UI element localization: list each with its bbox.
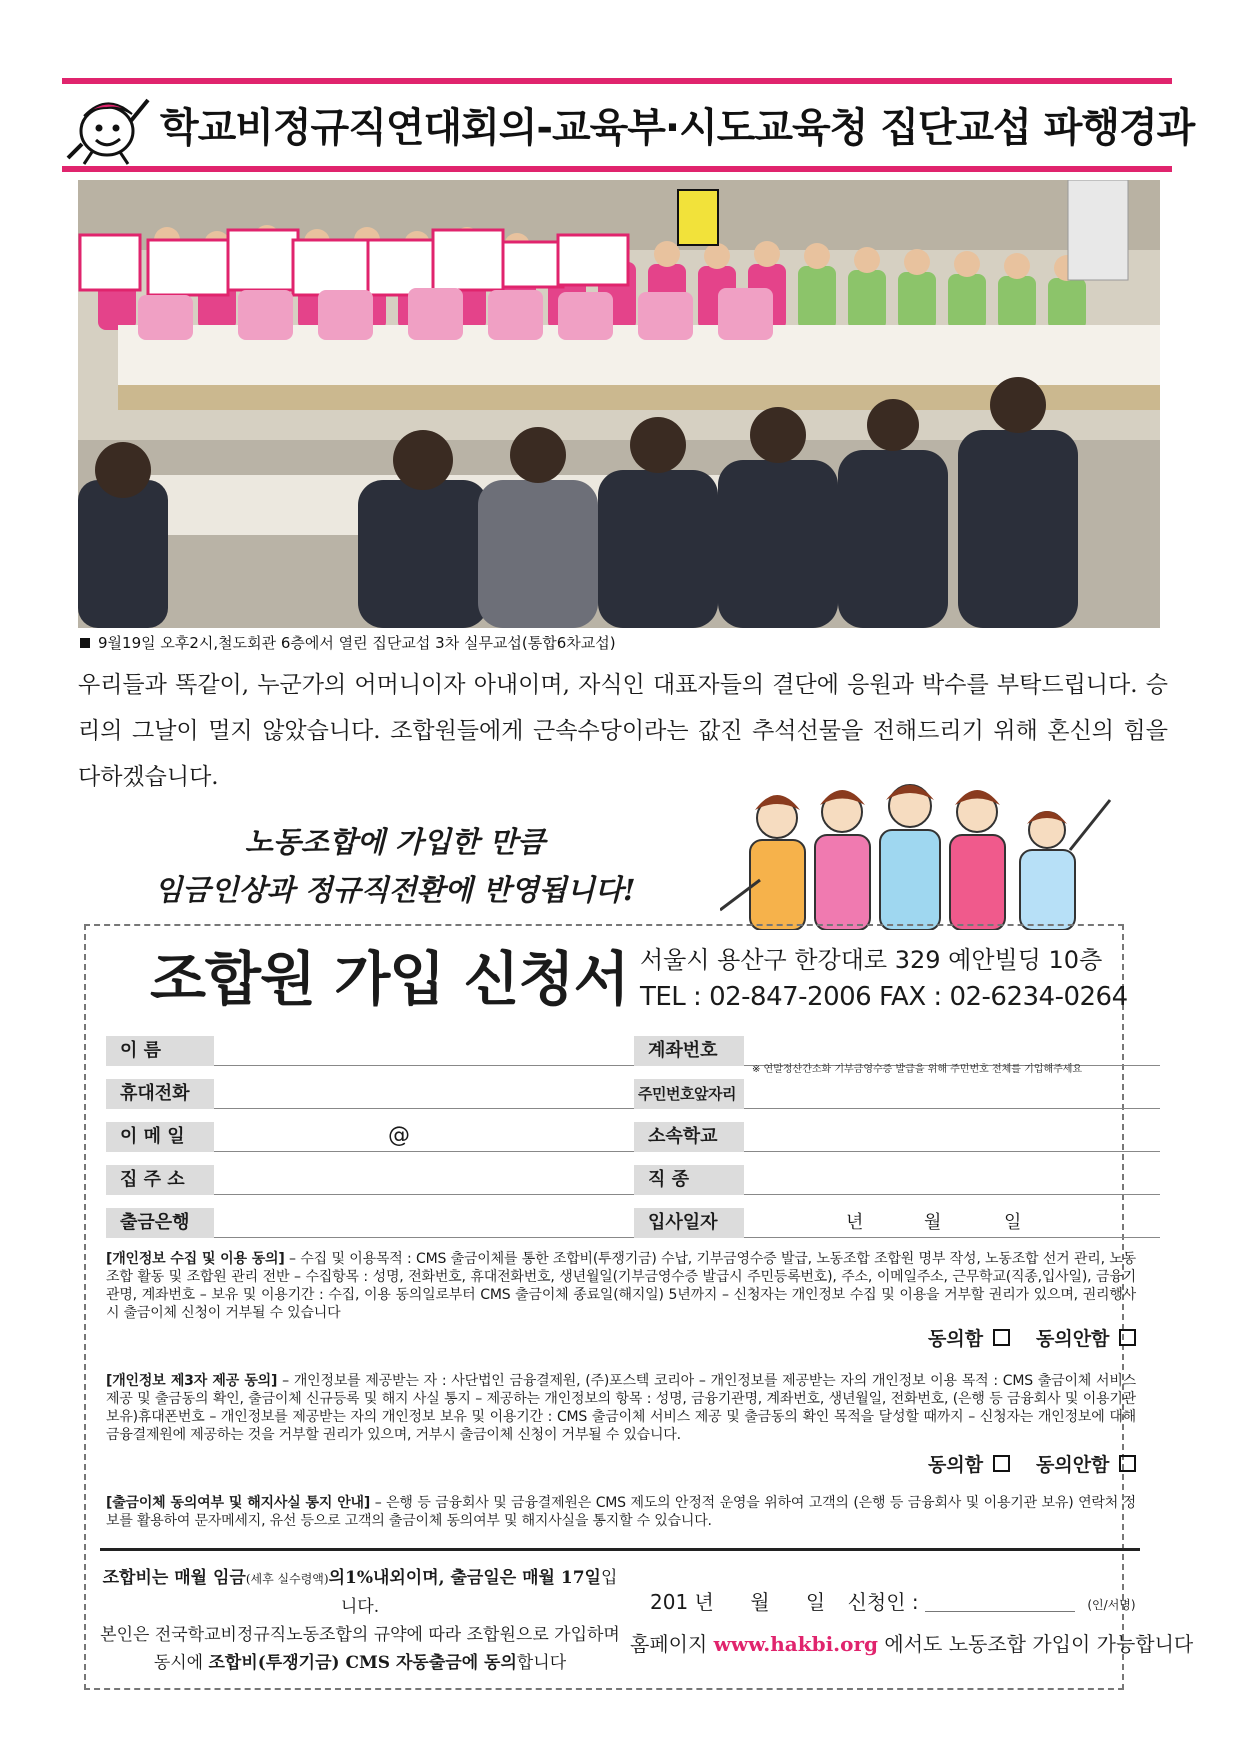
email-at-sign: @ — [388, 1123, 410, 1148]
union-address: 서울시 용산구 한강대로 329 예안빌딩 10층 — [640, 946, 1103, 974]
mascot-icon — [62, 86, 152, 166]
header-bottom-rule — [62, 166, 1172, 172]
school-input-line[interactable] — [744, 1151, 1160, 1152]
third-party-heading: [개인정보 제3자 제공 동의] — [106, 1373, 278, 1389]
bank-input-line[interactable] — [214, 1237, 704, 1238]
withdrawal-notice — [106, 1494, 1136, 1530]
name-label: 이 름 — [106, 1036, 214, 1066]
dues-text-c: 입니다. — [340, 1568, 618, 1617]
homepage-notice — [630, 1628, 1193, 1657]
withdrawal-text: – 은행 등 금융회사 및 금융결제원은 CMS 제도의 안정적 운영을 위하여 고객의 (은행 등 금융회사 및 이용기관 보유) 연락처 정보를 활용하여 문자메세지, 유선 등으로 고객의 출금이체 동의여부 및 해지사실을 통지할 수 있습니다. — [106, 1495, 1136, 1529]
personal-info-disagree[interactable] — [1036, 1324, 1136, 1351]
agree-label: 동의함 — [928, 1454, 984, 1476]
slogan-line-2: 임금인상과 정규직전환에 반영됩니다! — [154, 873, 636, 907]
dues-pledge — [100, 1564, 620, 1677]
homepage-suffix: 에서도 노동조합 가입이 가능합니다 — [878, 1632, 1194, 1656]
form-title: 조합원 가입 신청서 — [150, 945, 629, 1013]
name-input-line[interactable] — [214, 1065, 704, 1066]
footer-divider — [100, 1548, 1140, 1551]
pledge-line-1: 본인은 전국학교비정규직노동조합의 규약에 따라 조합원으로 가입하며 — [100, 1625, 620, 1645]
slogan-line-1: 노동조합에 가입한 만큼 — [244, 825, 546, 859]
account-label: 계좌번호 — [634, 1036, 744, 1066]
third-party-disagree[interactable] — [1036, 1450, 1136, 1477]
hire-date-label: 입사일자 — [634, 1208, 744, 1238]
homepage-prefix: 홈페이지 — [630, 1632, 714, 1656]
bank-label: 출금은행 — [106, 1208, 214, 1238]
dues-text-a: 조합비는 매월 임금 — [102, 1568, 246, 1588]
dues-after-tax: (세후 실수령액) — [245, 1572, 329, 1586]
photo-caption — [80, 632, 616, 653]
seal-label: (인/서명) — [1087, 1598, 1136, 1612]
apply-month: 월 — [750, 1590, 770, 1614]
agree-checkbox[interactable] — [993, 1329, 1010, 1346]
disagree-checkbox[interactable] — [1119, 1455, 1136, 1472]
job-type-label: 직 종 — [634, 1165, 744, 1195]
personal-info-text: – 수집 및 이용목적 : CMS 출금이체를 통한 조합비(투쟁기금) 수납, 기부금영수증 발급, 노동조합 조합원 명부 작성, 노동조합 선거 관리, 노동조합 활동 및 조합원 관리 전반 – 수집항목 : 성명, 전화번호, 휴대전화번호, 생년월일(기부금영수증 발급시 주민등록번호), 주소, 이메일주소, 근무학교(직종,입사일), 금융기관명, 계좌번호 – 보유 및 이용기간 : 수집, 이용 동의일로부터 CMS 출금이체 종료일(해지일) 5년까지 – 신청자는 개인정보 수집 및 이용을 거부할 권리가 있으며, 권리행사시 출금이체 신청이 거부될 수 있습니다 — [106, 1251, 1136, 1321]
email-label: 이 메 일 — [106, 1122, 214, 1152]
disagree-label: 동의안함 — [1036, 1454, 1110, 1476]
apply-day: 일 — [805, 1590, 826, 1614]
header-top-rule — [62, 78, 1172, 84]
disagree-checkbox[interactable] — [1119, 1329, 1136, 1346]
homepage-link[interactable]: www.hakbi.org — [713, 1632, 879, 1656]
caption-text: 9월19일 오후2시,철도회관 6층에서 열린 집단교섭 3차 실무교섭(통합6차교섭) — [98, 634, 616, 652]
address-label: 집 주 소 — [106, 1165, 214, 1195]
hire-day-label: 일 — [1004, 1212, 1022, 1233]
pledge-text-a: 동시에 — [153, 1653, 209, 1673]
union-contact: TEL : 02-847-2006 FAX : 02-6234-0264 — [640, 982, 1128, 1012]
hire-date-input-line[interactable] — [744, 1237, 1160, 1238]
mobile-label: 휴대전화 — [106, 1079, 214, 1109]
resident-number-note: ※ 연말정산간소화 기부금영수증 발급을 위해 주민번호 전체를 기입해주세요 — [752, 1064, 1083, 1075]
dues-line — [100, 1564, 620, 1621]
pledge-line-2 — [100, 1649, 620, 1677]
cheering-women-illustration — [720, 780, 1150, 930]
disagree-label: 동의안함 — [1036, 1328, 1110, 1350]
withdrawal-heading: [출금이체 동의여부 및 해지사실 통지 안내] — [106, 1495, 371, 1511]
agree-checkbox[interactable] — [993, 1455, 1010, 1472]
address-input-line[interactable] — [214, 1194, 704, 1195]
personal-info-agree[interactable] — [928, 1324, 1010, 1351]
pledge-text-c: 합니다 — [516, 1653, 567, 1673]
resident-number-label: 주민번호앞자리 — [634, 1079, 744, 1109]
page-title: 학교비정규직연대회의-교육부·시도교육청 집단교섭 파행경과 — [160, 105, 1195, 151]
hire-month-label: 월 — [924, 1212, 942, 1233]
mobile-input-line[interactable] — [214, 1108, 704, 1109]
body-paragraph: 우리들과 똑같이, 누군가의 어머니이자 아내이며, 자식인 대표자들의 결단에 응원과 박수를 부탁드립니다. 승리의 그날이 멀지 않았습니다. 조합원들에게 근속수당이라는 값진 추석선물을 전해드리기 위해 혼신의 힘을 다하겠습니다. — [78, 672, 1168, 790]
school-label: 소속학교 — [634, 1122, 744, 1152]
pledge-text-b: 조합비(투쟁기금) CMS 자동출금에 동의 — [208, 1653, 517, 1673]
job-type-input-line[interactable] — [744, 1194, 1160, 1195]
negotiation-photo — [78, 180, 1160, 628]
resident-number-input-line[interactable] — [744, 1108, 1160, 1109]
dues-text-b: 의1%내외이며, 출금일은 매월 17일 — [328, 1568, 601, 1588]
applicant-label: 신청인 : — [847, 1590, 919, 1614]
caption-bullet-icon — [80, 638, 90, 648]
hire-year-label: 년 — [846, 1212, 864, 1233]
personal-info-consent — [106, 1250, 1136, 1322]
personal-info-heading: [개인정보 수집 및 이용 동의] — [106, 1251, 285, 1267]
third-party-agree[interactable] — [928, 1450, 1010, 1477]
slogan — [90, 818, 700, 914]
applicant-signature-line[interactable] — [925, 1595, 1075, 1612]
apply-year: 201 년 — [650, 1590, 714, 1614]
agree-label: 동의함 — [928, 1328, 984, 1350]
third-party-consent — [106, 1372, 1136, 1444]
email-input-line[interactable] — [214, 1151, 704, 1152]
third-party-text: – 개인정보를 제공받는 자 : 사단법인 금융결제원, (주)포스텍 코리아 – 개인정보를 제공받는 자의 개인정보 이용 목적 : CMS 출금이체 서비스 제공 및 출금동의 확인, 출금이체 신규등록 및 해지 사실 통지 – 제공하는 개인정보의 항목 : 성명, 금융기관명, 계좌번호, 생년월일, 전화번호, (은행 등 금융회사 및 이용기관 보유)휴대폰번호 – 개인정보를 제공받는 자의 개인정보 보유 및 이용기간 : CMS 출금이체 서비스 제공 및 출금동의 확인 목적을 달성할 때까지 – 신청자는 개인정보에 대해 금융결제원에 제공하는 것을 거부할 권리가 있으며, 거부시 출금이체 신청이 거부될 수 있습니다. — [106, 1373, 1136, 1443]
application-date-signature[interactable] — [650, 1586, 1136, 1615]
